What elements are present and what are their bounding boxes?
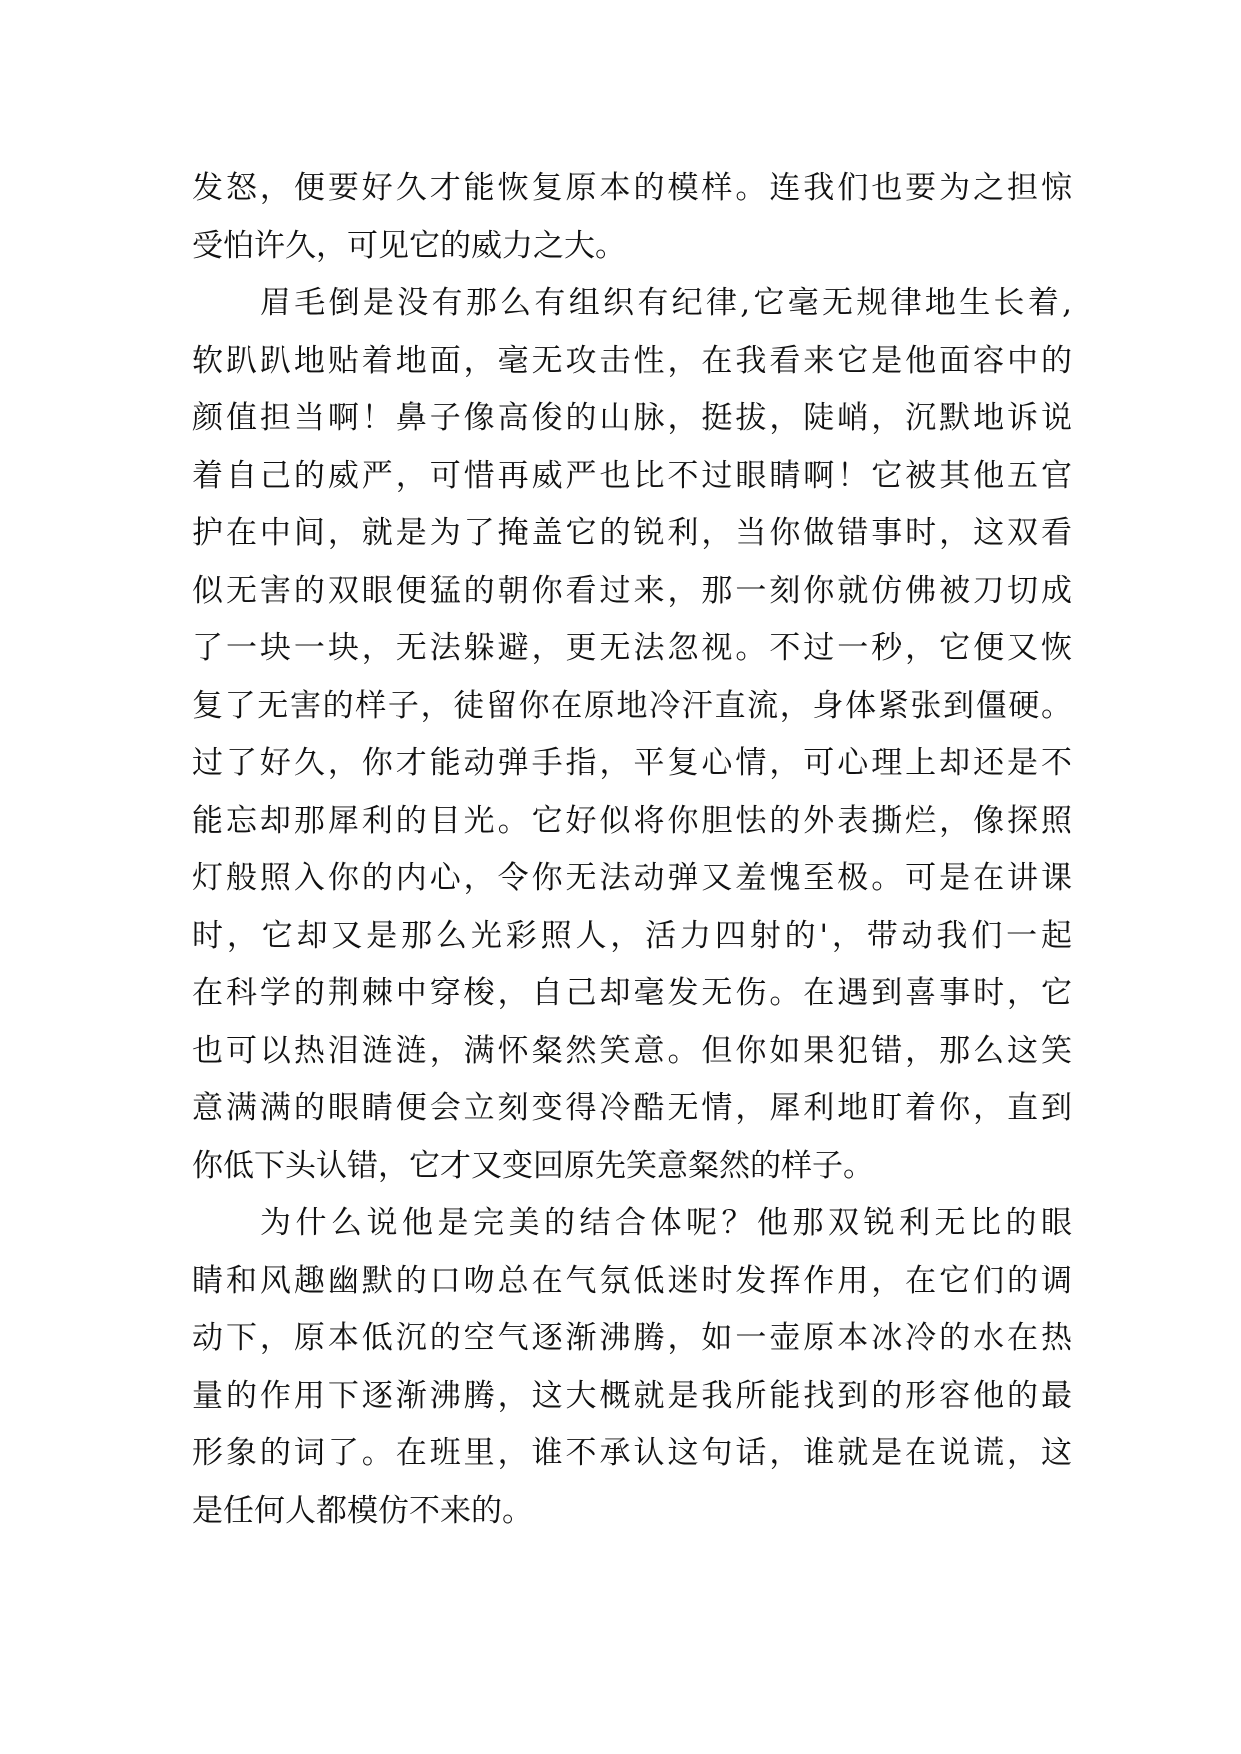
text-line: 了一块一块，无法躲避，更无法忽视。不过一秒，它便又恢: [192, 630, 1072, 666]
text-line: 时，它却又是那么光彩照人，活力四射的'，带动我们一起: [192, 917, 1072, 954]
text-line: 护在中间，就是为了掩盖它的锐利，当你做错事时，这双看: [192, 515, 1072, 551]
text-line: 灯般照入你的内心，令你无法动弹又羞愧至极。可是在讲课: [192, 860, 1072, 896]
text-line: 似无害的双眼便猛的朝你看过来，那一刻你就仿佛被刀切成: [192, 572, 1072, 609]
text-line: 过了好久，你才能动弹手指，平复心情，可心理上却还是不: [192, 745, 1072, 781]
text-line: 软趴趴地贴着地面，毫无攻击性，在我看来它是他面容中的: [192, 342, 1072, 379]
text-line: 复了无害的样子，徒留你在原地冷汗直流，身体紧张到僵硬。: [192, 687, 1072, 724]
text-line: 形象的词了。在班里，谁不承认这句话，谁就是在说谎，这: [192, 1435, 1072, 1471]
text-line: 量的作用下逐渐沸腾，这大概就是我所能找到的形容他的最: [192, 1377, 1072, 1414]
text-line: 为什么说他是完美的结合体呢？他那双锐利无比的眼: [260, 1205, 1072, 1241]
text-line: 睛和风趣幽默的口吻总在气氛低迷时发挥作用，在它们的调: [192, 1262, 1072, 1299]
text-line: 着自己的威严，可惜再威严也比不过眼睛啊！它被其他五官: [192, 457, 1072, 494]
text-line: 你低下头认错，它才又变回原先笑意粲然的样子。: [192, 1147, 874, 1184]
text-line: 眉毛倒是没有那么有组织有纪律,它毫无规律地生长着,: [260, 285, 1072, 321]
text-line: 受怕许久，可见它的威力之大。: [192, 227, 626, 264]
text-line: 发怒，便要好久才能恢复原本的模样。连我们也要为之担惊: [192, 170, 1072, 206]
text-line: 能忘却那犀利的目光。它好似将你胆怯的外表撕烂，像探照: [192, 802, 1072, 839]
text-line: 动下，原本低沉的空气逐渐沸腾，如一壶原本冰冷的水在热: [192, 1320, 1072, 1356]
document-body: [192, 160, 1072, 1540]
text-line: 也可以热泪涟涟，满怀粲然笑意。但你如果犯错，那么这笑: [192, 1032, 1072, 1069]
text-line: 是任何人都模仿不来的。: [192, 1492, 533, 1529]
text-line: 颜值担当啊！鼻子像高俊的山脉，挺拔，陡峭，沉默地诉说: [192, 400, 1072, 436]
text-line: 在科学的荆棘中穿梭，自己却毫发无伤。在遇到喜事时，它: [192, 975, 1072, 1011]
text-line: 意满满的眼睛便会立刻变得冷酷无情，犀利地盯着你，直到: [192, 1090, 1072, 1126]
